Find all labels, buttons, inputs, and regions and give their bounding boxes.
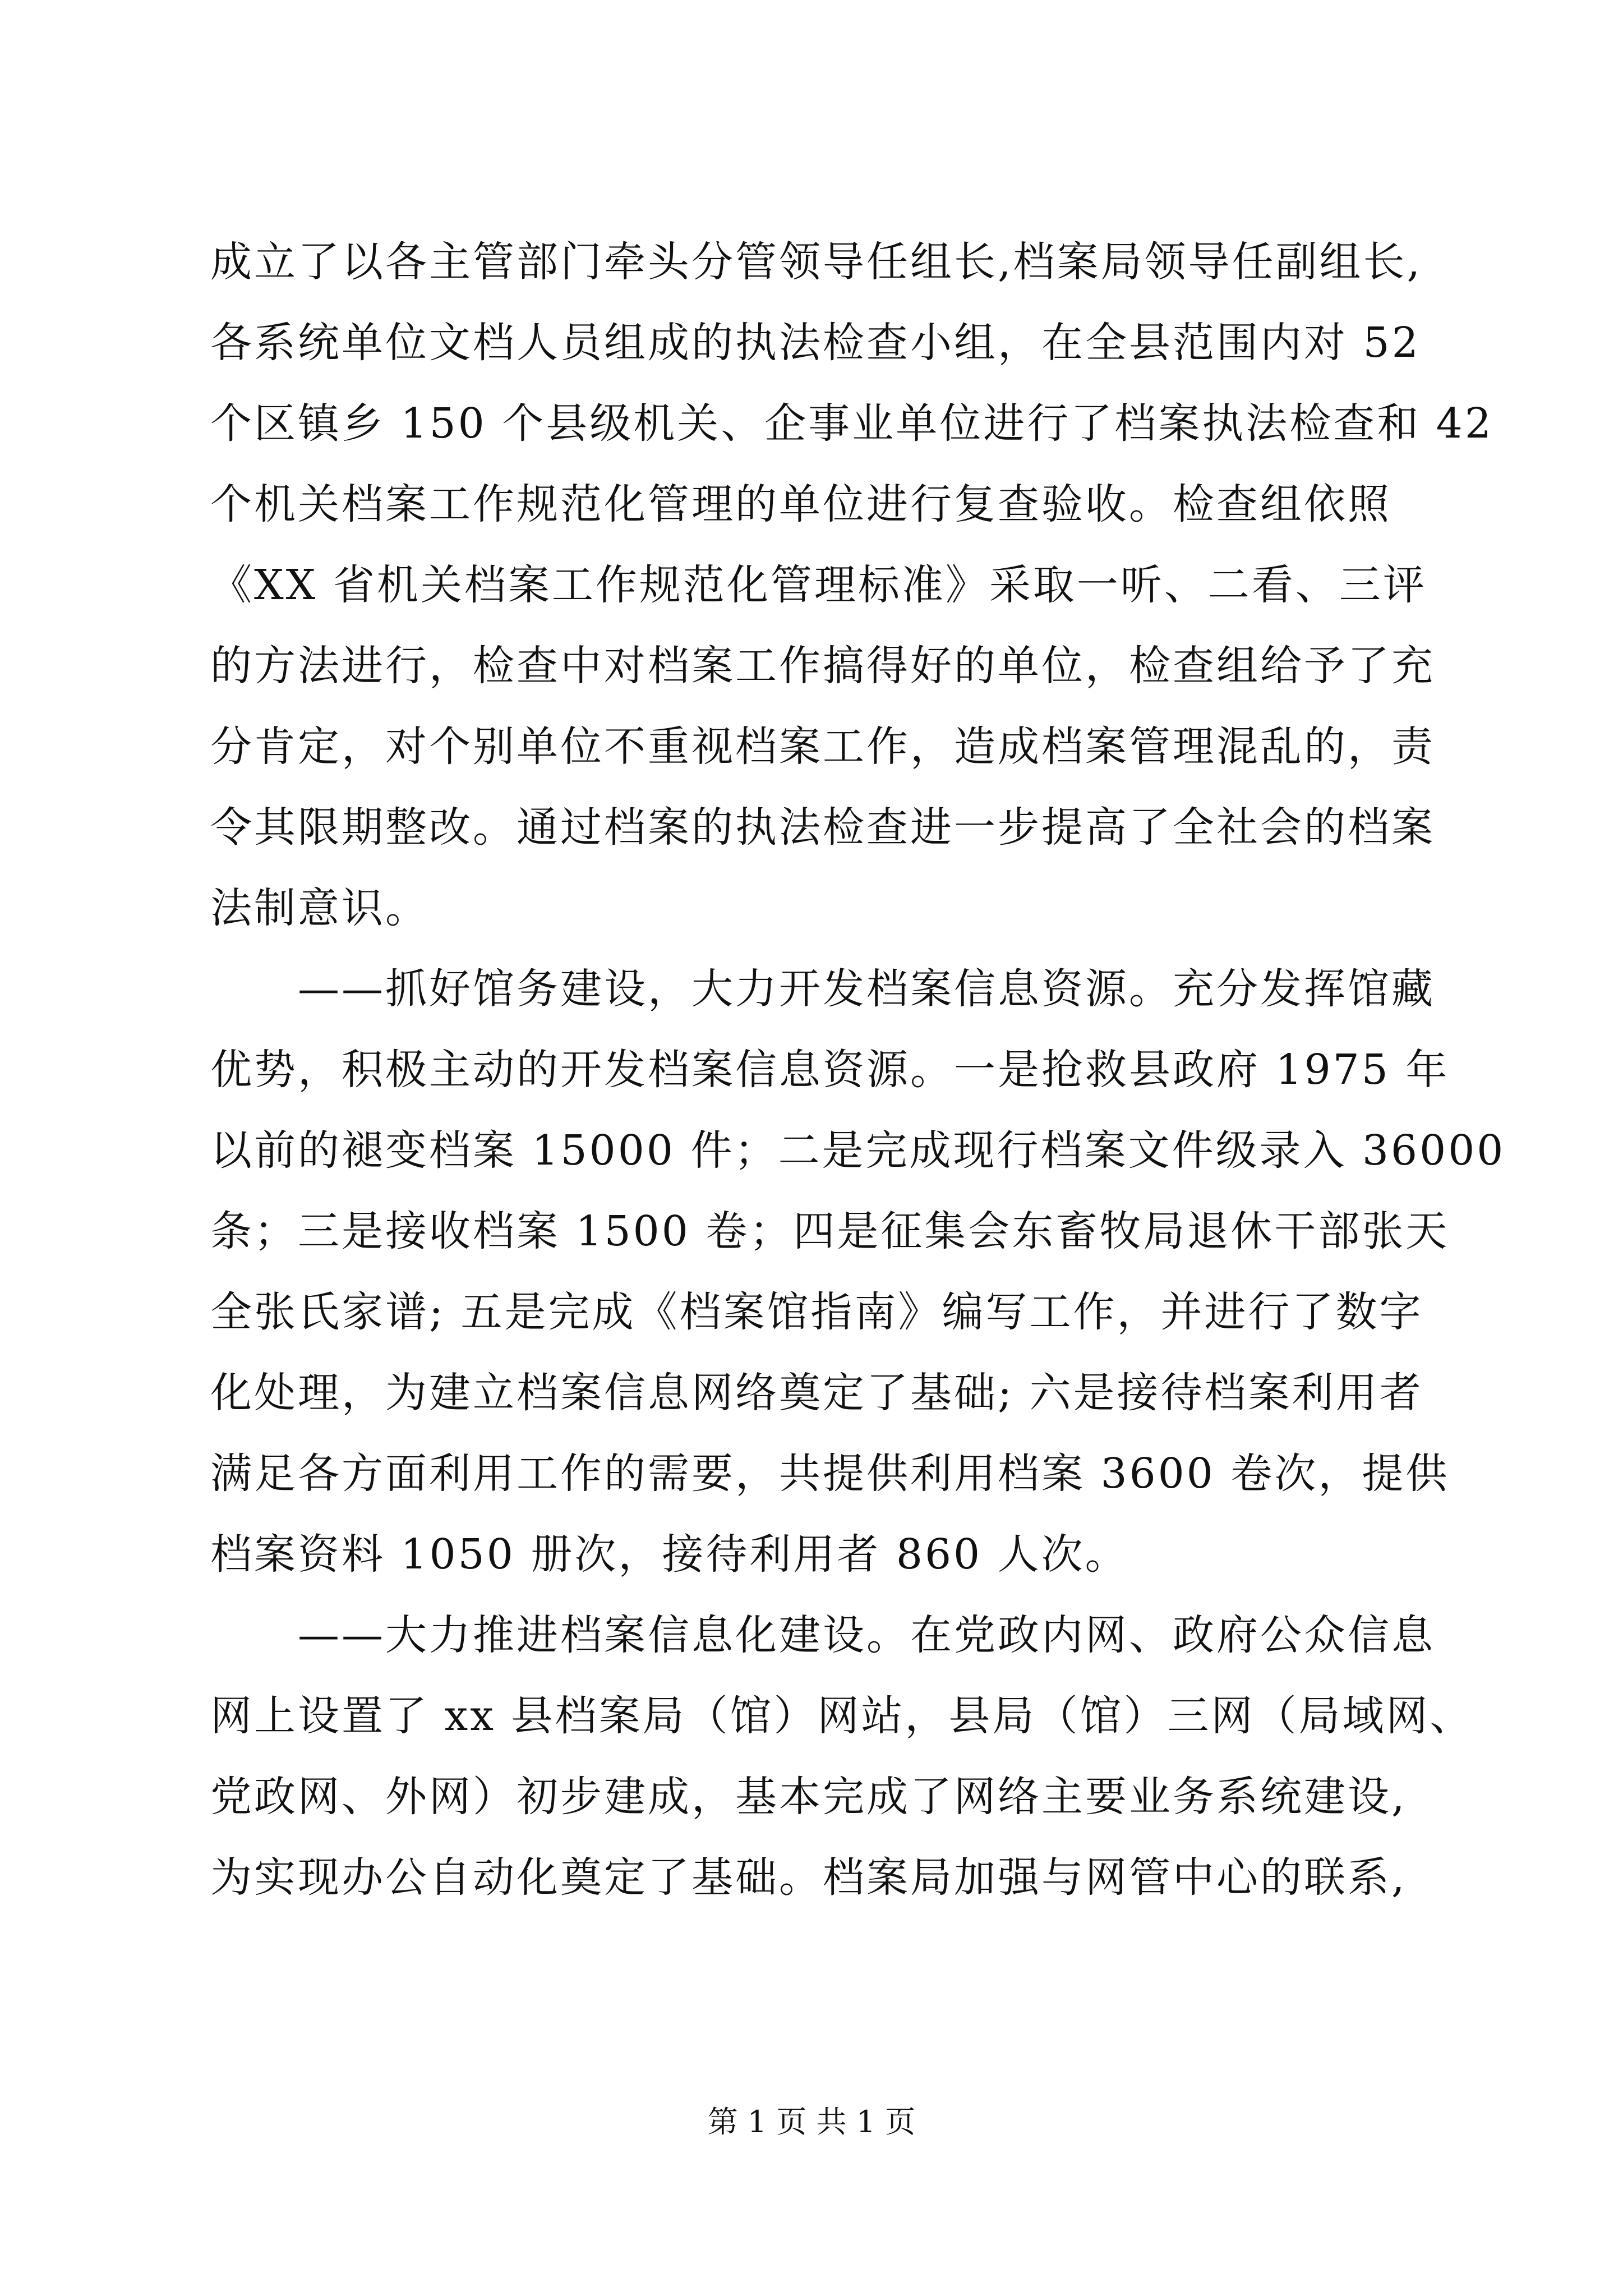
text-line: ——抓好馆务建设，大力开发档案信息资源。充分发挥馆藏 <box>210 965 1435 1013</box>
text-line: 条；三是接收档案 1500 卷；四是征集会东畜牧局退休干部张天 <box>210 1207 1450 1255</box>
text-line: 《XX 省机关档案工作规范化管理标准》采取一听、二看、三评 <box>210 561 1427 609</box>
text-line: 以前的褪变档案 15000 件；二是完成现行档案文件级录入 36000 <box>210 1126 1506 1175</box>
text-line: 个区镇乡 150 个县级机关、企事业单位进行了档案执法检查和 42 <box>210 399 1493 448</box>
text-line: 个机关档案工作规范化管理的单位进行复查验收。检查组依照 <box>210 480 1391 528</box>
text-line: 的方法进行，检查中对档案工作搞得好的单位，检查组给予了充 <box>210 642 1435 690</box>
text-line: 法制意识。 <box>210 884 429 932</box>
text-line: 分肯定，对个别单位不重视档案工作，造成档案管理混乱的，责 <box>210 723 1435 771</box>
text-line: 令其限期整改。通过档案的执法检查进一步提高了全社会的档案 <box>210 803 1435 852</box>
text-line: 优势，积极主动的开发档案信息资源。一是抢救县政府 1975 年 <box>210 1046 1450 1094</box>
document-body <box>210 222 1506 1918</box>
text-line: 成立了以各主管部门牵头分管领导任组长,档案局领导任副组长, <box>210 238 1423 286</box>
text-line: 档案资料 1050 册次，接待利用者 860 人次。 <box>210 1530 1129 1579</box>
text-line: 网上设置了 xx 县档案局（馆）网站，县局（馆）三网（局域网、 <box>210 1692 1474 1740</box>
text-line: 满足各方面利用工作的需要，共提供利用档案 3600 卷次，提供 <box>210 1450 1450 1498</box>
page-number-label: 第 1 页 共 1 页 <box>707 2104 916 2139</box>
text-line: 为实现办公自动化奠定了基础。档案局加强与网管中心的联系, <box>210 1853 1407 1902</box>
text-line: 各系统单位文档人员组成的执法检查小组，在全县范围内对 52 <box>210 319 1421 367</box>
text-line: 化处理，为建立档案信息网络奠定了基础; 六是接待档案利用者 <box>210 1369 1423 1417</box>
text-line: 党政网、外网）初步建成，基本完成了网络主要业务系统建设, <box>210 1773 1407 1821</box>
text-line: 全张氏家谱; 五是完成《档案馆指南》编写工作，并进行了数字 <box>210 1288 1423 1336</box>
page-footer <box>0 2102 1623 2142</box>
text-line: ——大力推进档案信息化建设。在党政内网、政府公众信息 <box>210 1611 1435 1659</box>
